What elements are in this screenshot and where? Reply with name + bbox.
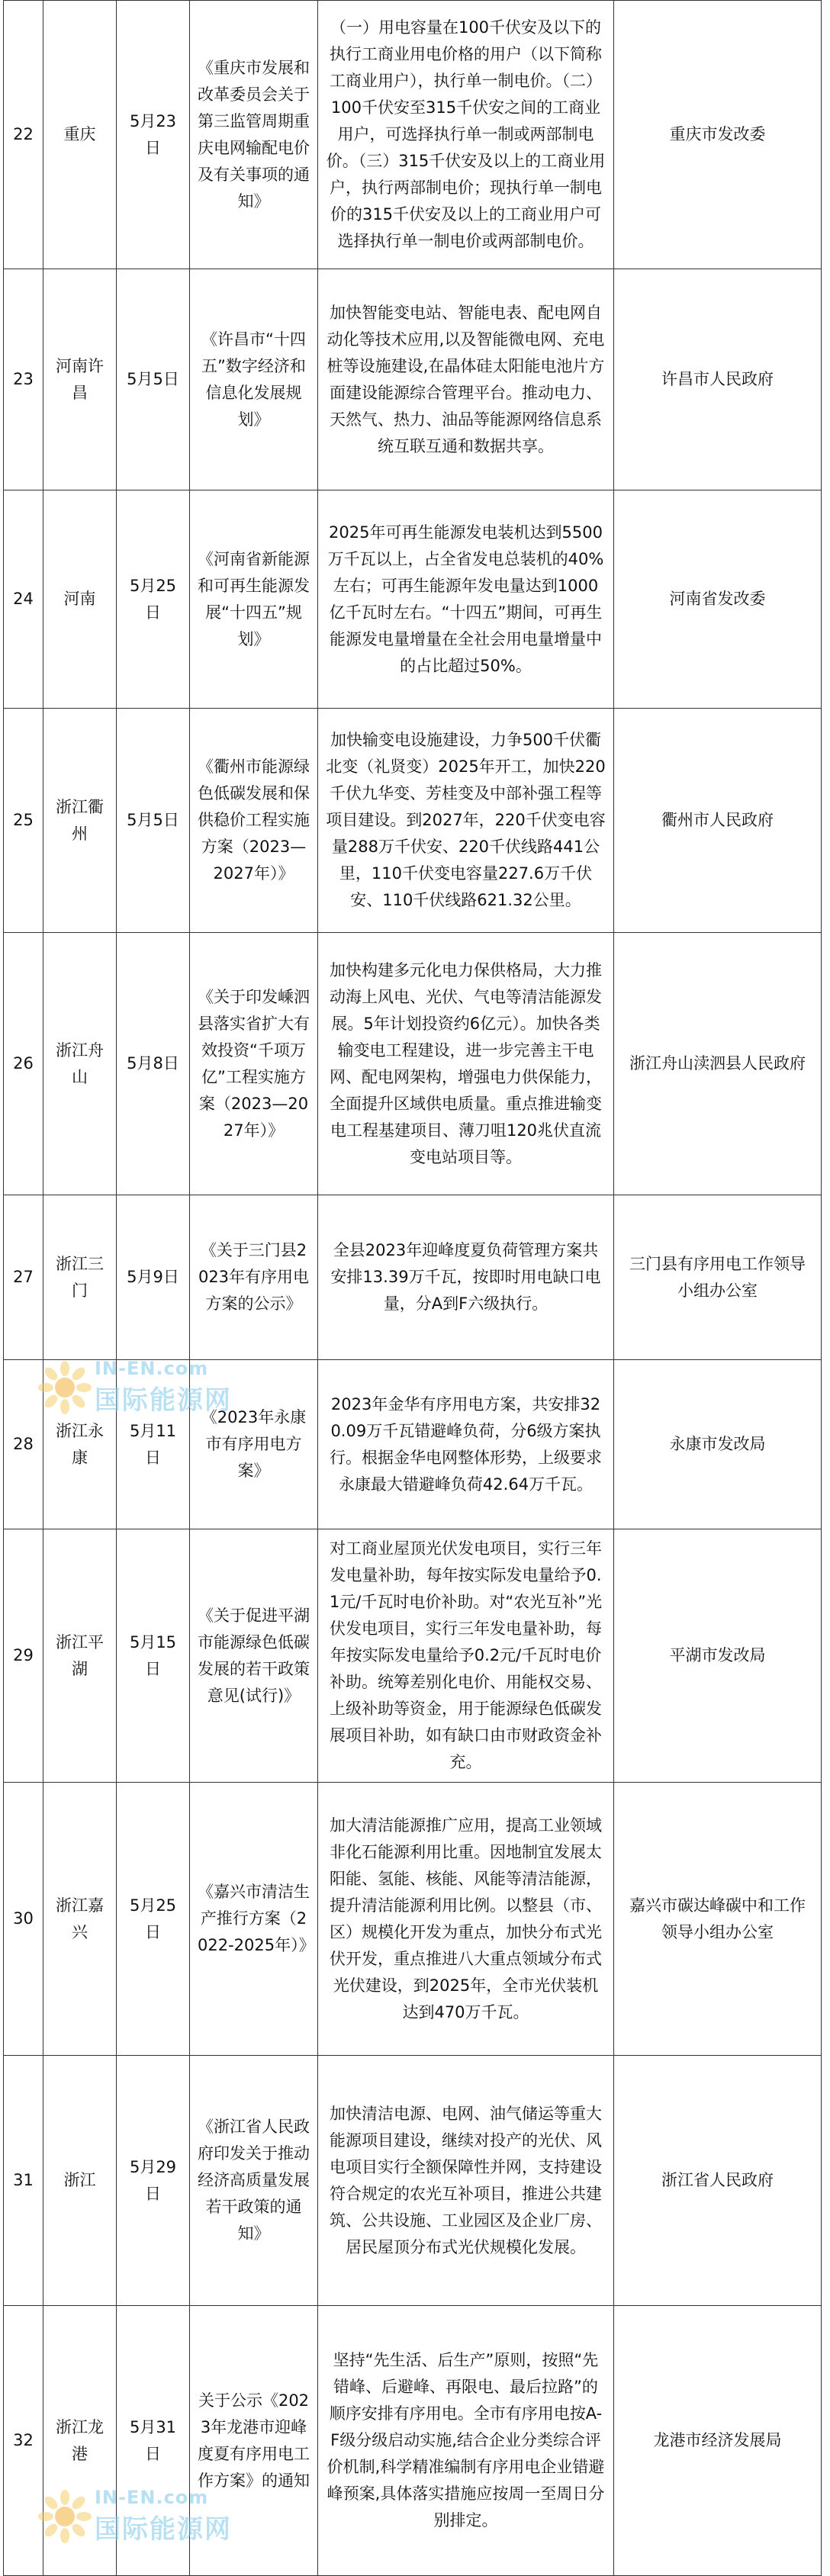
row-department: 浙江舟山渎泗县人民政府 [614,933,822,1195]
row-department: 龙港市经济发展局 [614,2306,822,2576]
row-document: 《2023年永康市有序用电方案》 [190,1360,318,1529]
row-document: 《河南省新能源和可再生能源发展“十四五”规划》 [190,490,318,709]
row-department: 浙江省人民政府 [614,2056,822,2306]
row-number: 22 [4,1,43,269]
row-document: 《关于印发嵊泗县落实省扩大有效投资“千项万亿”工程实施方案（2023—2027年）》 [190,933,318,1195]
row-area: 重庆 [43,1,117,269]
row-date: 5月5日 [117,709,190,933]
row-content: 加快清洁电源、电网、油气储运等重大能源项目建设，继续对投产的光伏、风电项目实行全额保障性并网，支持建设符合规定的农光互补项目，推进公共建筑、公共设施、工业园区及企业厂房、居民屋顶分布式光伏规模化发展。 [318,2056,614,2306]
row-date: 5月8日 [117,933,190,1195]
row-content: 2025年可再生能源发电装机达到5500万千瓦以上，占全省发电总装机的40%左右；可再生能源年发电量达到1000亿千瓦时左右。“十四五”期间，可再生能源发电量增量在全社会用电量增量中的占比超过50%。 [318,490,614,709]
row-document: 《重庆市发展和改革委员会关于第三监管周期重庆电网输配电价及有关事项的通知》 [190,1,318,269]
row-department: 嘉兴市碳达峰碳中和工作领导小组办公室 [614,1783,822,2056]
row-document: 《关于三门县2023年有序用电方案的公示》 [190,1195,318,1360]
row-content: 加快构建多元化电力保供格局，大力推动海上风电、光伏、气电等清洁能源发展。5年计划投资约6亿元）。加快各类输变电工程建设，进一步完善主干电网、配电网架构，增强电力供保能力，全面提升区域供电质量。重点推进输变电工程基建项目、薄刀咀120兆伏直流变电站项目等。 [318,933,614,1195]
row-area: 浙江龙港 [43,2306,117,2576]
row-number: 23 [4,269,43,490]
row-date: 5月29日 [117,2056,190,2306]
table-row [4,269,822,490]
policy-table [3,0,822,2576]
row-number: 25 [4,709,43,933]
row-content: 加快输变电设施建设，力争500千伏衢北变（礼贤变）2025年开工，加快220千伏九华变、芳桂变及中部补强工程等项目建设。到2027年，220千伏变电容量288万千伏安、220千伏线路441公里，110千伏变电容量227.6万千伏安、110千伏线路621.32公里。 [318,709,614,933]
row-department: 衢州市人民政府 [614,709,822,933]
table-row [4,1,822,269]
row-document: 《浙江省人民政府印发关于推动经济高质量发展若干政策的通知》 [190,2056,318,2306]
row-content: 加大清洁能源推广应用，提高工业领域非化石能源利用比重。因地制宜发展太阳能、氢能、核能、风能等清洁能源，提升清洁能源利用比例。以整县（市、区）规模化开发为重点，加快分布式光伏开发，重点推进八大重点领域分布式光伏建设，到2025年，全市光伏装机达到470万千瓦。 [318,1783,614,2056]
watermark-domain: IN-EN.com [95,2487,209,2508]
watermark-domain: IN-EN.com [95,1358,209,1379]
table-row [4,2306,822,2576]
row-document: 《嘉兴市清洁生产推行方案（2022-2025年）》 [190,1783,318,2056]
row-area: 浙江 [43,2056,117,2306]
row-area: 河南许昌 [43,269,117,490]
row-date: 5月15日 [117,1529,190,1783]
row-number: 26 [4,933,43,1195]
row-date: 5月25日 [117,490,190,709]
row-date: 5月23日 [117,1,190,269]
row-number: 24 [4,490,43,709]
row-department: 河南省发改委 [614,490,822,709]
row-content: （一）用电容量在100千伏安及以下的执行工商业用电价格的用户（以下简称工商业用户），执行单一制电价。（二）100千伏安至315千伏安之间的工商业用户，可选择执行单一制或两部制电价。（三）315千伏安及以上的工商业用户，执行两部制电价；现执行单一制电价的315千伏安及以上的工商业用户可选择执行单一制电价或两部制电价。 [318,1,614,269]
row-date: 5月9日 [117,1195,190,1360]
row-content: 2023年金华有序用电方案，共安排320.09万千瓦错避峰负荷，分6级方案执行。根据金华电网整体形势，上级要求永康最大错避峰负荷42.64万千瓦。 [318,1360,614,1529]
row-number: 31 [4,2056,43,2306]
row-number: 29 [4,1529,43,1783]
row-department: 平湖市发改局 [614,1529,822,1783]
row-area: 浙江衢州 [43,709,117,933]
row-number: 27 [4,1195,43,1360]
table-row [4,2056,822,2306]
row-document: 《许昌市“十四五”数字经济和信息化发展规划》 [190,269,318,490]
row-document: 关于公示《2023年龙港市迎峰度夏有序用电工作方案》的通知 [190,2306,318,2576]
row-area: 浙江舟山 [43,933,117,1195]
row-date: 5月5日 [117,269,190,490]
row-content: 对工商业屋顶光伏发电项目，实行三年发电量补助，每年按实际发电量给予0.1元/千瓦时电价补助。对“农光互补”光伏发电项目，实行三年发电量补助，每年按实际发电量给予0.2元/千瓦时电价补助。统筹差别化电价、用能权交易、上级补助等资金，用于能源绿色低碳发展项目补助，如有缺口由市财政资金补充。 [318,1529,614,1783]
row-area: 河南 [43,490,117,709]
row-area: 浙江平湖 [43,1529,117,1783]
row-department: 重庆市发改委 [614,1,822,269]
row-area: 浙江永康 [43,1360,117,1529]
policy-table-body [4,1,822,2576]
row-content: 坚持“先生活、后生产”原则，按照“先错峰、后避峰、再限电、最后拉路”的顺序安排有序用电。全市有序用电按A-F级分级启动实施,结合企业分类综合评价机制,科学精准编制有序用电企业错避峰预案,具体落实措施应按周一至周日分别排定。 [318,2306,614,2576]
row-department: 永康市发改局 [614,1360,822,1529]
watermark-brand: 国际能源网 [95,1385,232,1416]
row-date: 5月31日 [117,2306,190,2576]
row-date: 5月25日 [117,1783,190,2056]
row-content: 加快智能变电站、智能电表、配电网自动化等技术应用,以及智能微电网、充电桩等设施建设,在晶体硅太阳能电池片方面建设能源综合管理平台。推动电力、天然气、热力、油品等能源网络信息系统互联互通和数据共享。 [318,269,614,490]
policy-table-container [3,0,821,2576]
table-row [4,1195,822,1360]
row-number: 32 [4,2306,43,2576]
row-document: 《关于促进平湖市能源绿色低碳发展的若干政策意见(试行)》 [190,1529,318,1783]
table-row [4,1783,822,2056]
table-row [4,1529,822,1783]
table-row [4,933,822,1195]
row-area: 浙江嘉兴 [43,1783,117,2056]
watermark-brand: 国际能源网 [95,2514,232,2545]
row-number: 28 [4,1360,43,1529]
row-area: 浙江三门 [43,1195,117,1360]
row-date: 5月11日 [117,1360,190,1529]
row-number: 30 [4,1783,43,2056]
table-row [4,1360,822,1529]
table-row [4,709,822,933]
row-content: 全县2023年迎峰度夏负荷管理方案共安排13.39万千瓦，按即时用电缺口电量，分A到F六级执行。 [318,1195,614,1360]
row-department: 许昌市人民政府 [614,269,822,490]
table-row [4,490,822,709]
row-document: 《衢州市能源绿色低碳发展和保供稳价工程实施方案（2023—2027年）》 [190,709,318,933]
row-department: 三门县有序用电工作领导小组办公室 [614,1195,822,1360]
